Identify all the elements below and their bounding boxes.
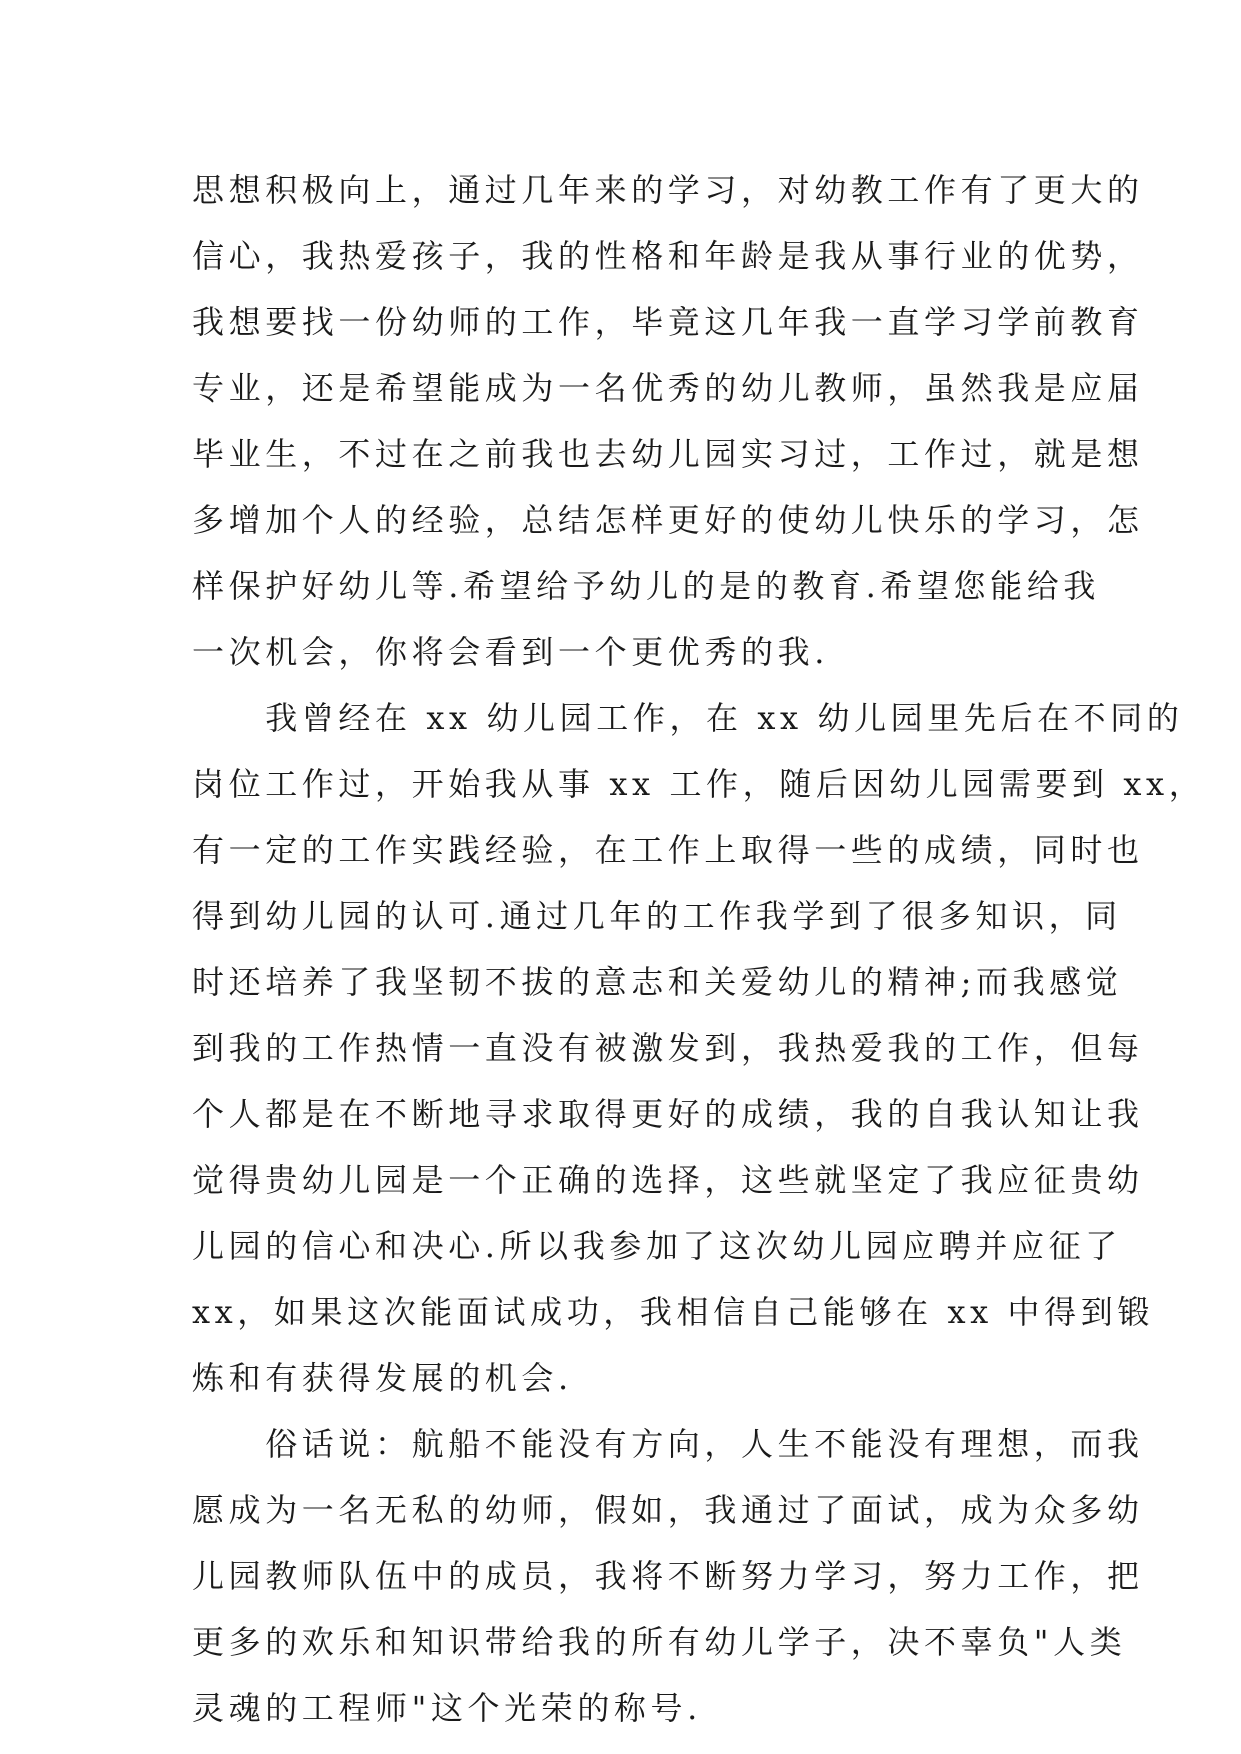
- text-line: 有一定的工作实践经验，在工作上取得一些的成绩，同时也: [192, 831, 1144, 869]
- text-line: 炼和有获得发展的机会.: [192, 1359, 573, 1397]
- text-line: 多增加个人的经验，总结怎样更好的使幼儿快乐的学习，怎: [192, 501, 1144, 539]
- text-line: 岗位工作过，开始我从事 xx 工作，随后因幼儿园需要到 xx，: [192, 765, 1206, 803]
- text-line: 到我的工作热情一直没有被激发到，我热爱我的工作，但每: [192, 1029, 1144, 1067]
- document-body: [192, 157, 1206, 1741]
- text-line: 一次机会，你将会看到一个更优秀的我.: [192, 633, 829, 671]
- text-line: 俗话说：航船不能没有方向，人生不能没有理想，而我: [192, 1425, 1144, 1463]
- text-line: 儿园的信心和决心.所以我参加了这次幼儿园应聘并应征了: [192, 1227, 1122, 1265]
- text-line: 我曾经在 xx 幼儿园工作，在 xx 幼儿园里先后在不同的: [192, 699, 1184, 737]
- text-line: 灵魂的工程师"这个光荣的称号.: [192, 1689, 702, 1727]
- text-line: 我想要找一份幼师的工作，毕竟这几年我一直学习学前教育: [192, 303, 1144, 341]
- text-line: 更多的欢乐和知识带给我的所有幼儿学子，决不辜负"人类: [192, 1623, 1127, 1661]
- paragraph-2: [192, 685, 1206, 1411]
- text-line: 专业，还是希望能成为一名优秀的幼儿教师，虽然我是应届: [192, 369, 1144, 407]
- text-line: 毕业生，不过在之前我也去幼儿园实习过，工作过，就是想: [192, 435, 1144, 473]
- paragraph-3: [192, 1411, 1144, 1741]
- paragraph-1: [192, 157, 1144, 685]
- text-line: 得到幼儿园的认可.通过几年的工作我学到了很多知识，同: [192, 897, 1122, 935]
- text-line: 思想积极向上，通过几年来的学习，对幼教工作有了更大的: [192, 171, 1144, 209]
- text-line: 愿成为一名无私的幼师，假如，我通过了面试，成为众多幼: [192, 1491, 1144, 1529]
- text-line: 觉得贵幼儿园是一个正确的选择，这些就坚定了我应征贵幼: [192, 1161, 1144, 1199]
- text-line: 儿园教师队伍中的成员，我将不断努力学习，努力工作，把: [192, 1557, 1144, 1595]
- text-line: 样保护好幼儿等.希望给予幼儿的是的教育.希望您能给我: [192, 567, 1100, 605]
- text-line: 时还培养了我坚韧不拔的意志和关爱幼儿的精神;而我感觉: [192, 963, 1123, 1001]
- text-line: xx，如果这次能面试成功，我相信自己能够在 xx 中得到锻: [192, 1293, 1154, 1331]
- text-line: 个人都是在不断地寻求取得更好的成绩，我的自我认知让我: [192, 1095, 1144, 1133]
- text-line: 信心，我热爱孩子，我的性格和年龄是我从事行业的优势，: [192, 237, 1144, 275]
